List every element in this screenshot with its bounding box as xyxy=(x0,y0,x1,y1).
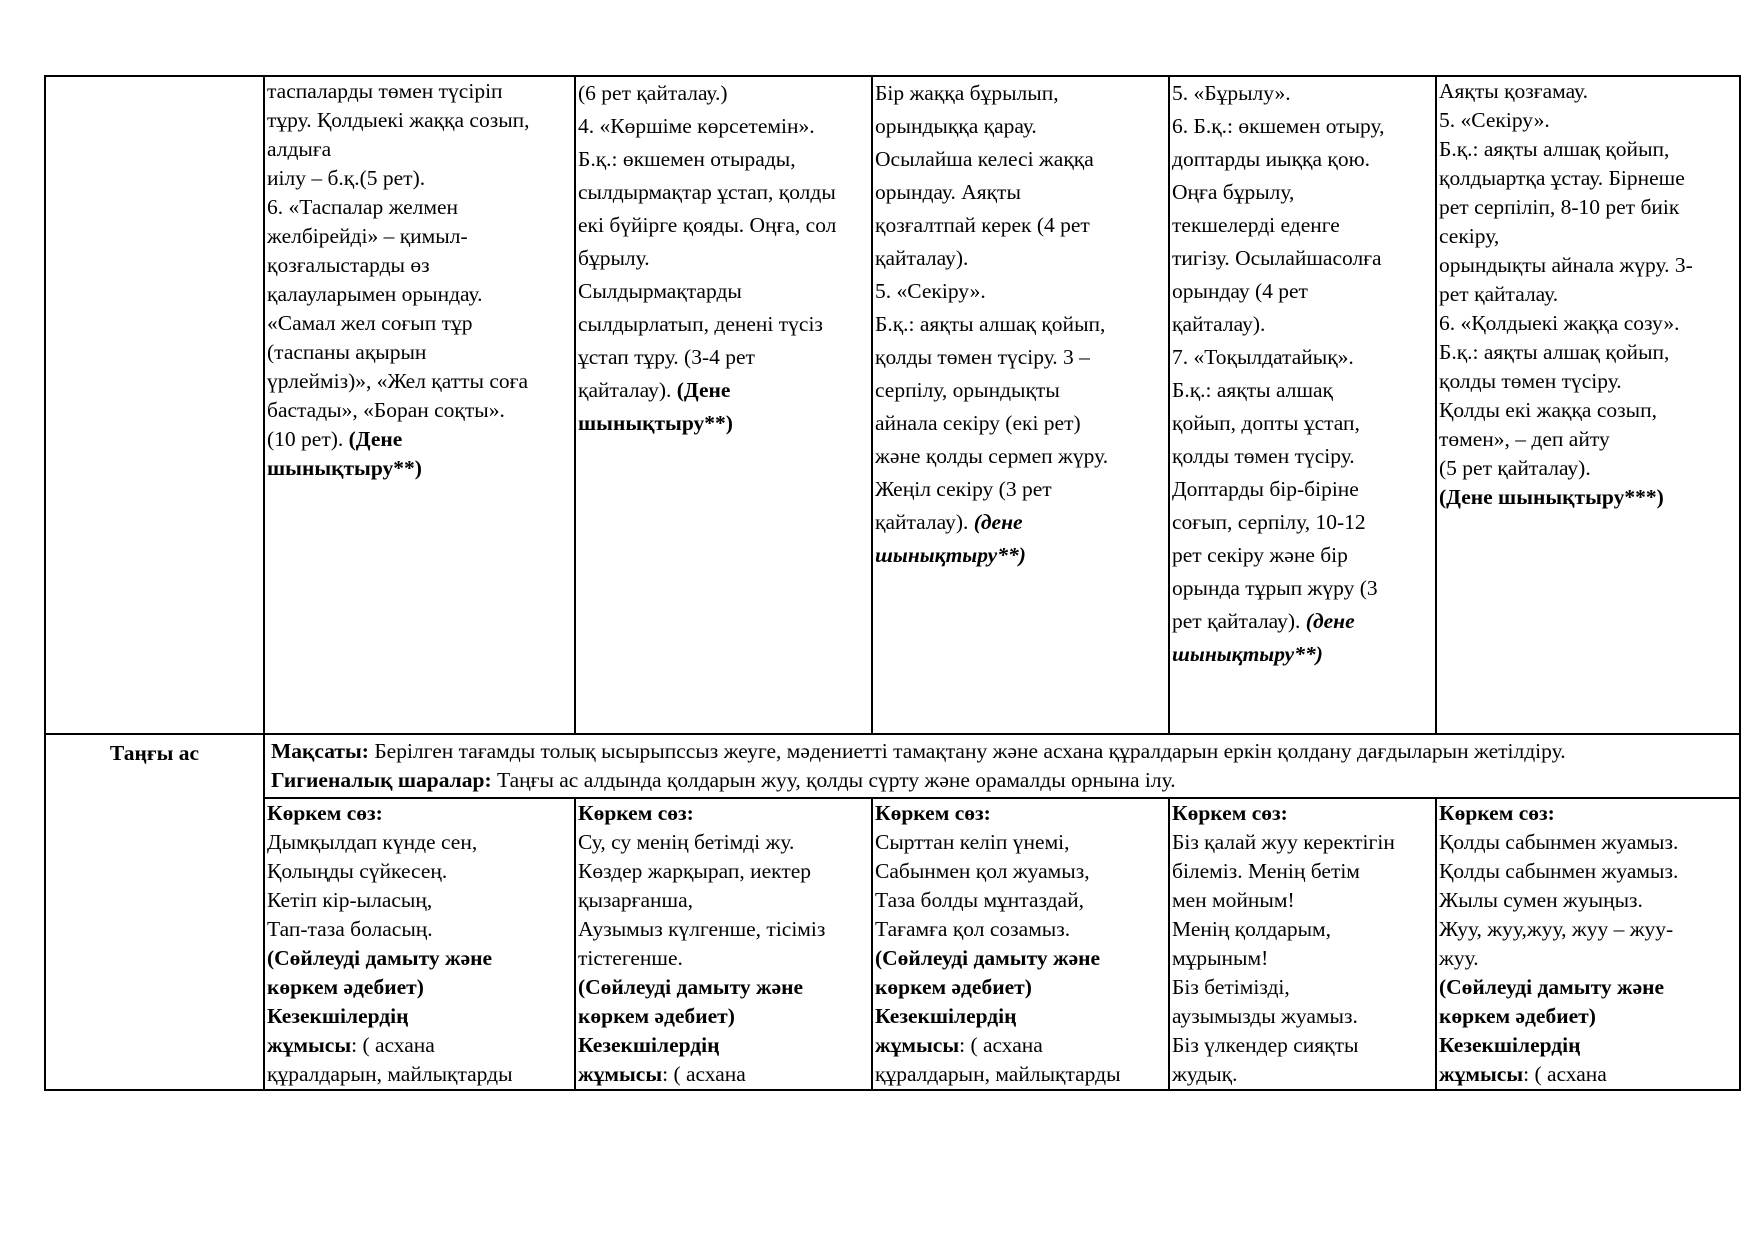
verse-text: Қолды сабынмен жуамыз. Қолды сабынмен жуамыз. Жылы сумен жуыңыз. Жуу, жуу,жуу, жуу – жуу- жуу. xyxy=(1439,830,1679,970)
subject-tag: (Сөйлеуді дамыту және көркем әдебиет) xyxy=(267,946,493,999)
breakfast-label-cell xyxy=(45,734,264,1090)
subject-tag: (Сөйлеуді дамыту және көркем әдебиет) xyxy=(578,975,804,1028)
empty-label-cell xyxy=(45,76,264,734)
exercise-text: таспаларды төмен түсіріп тұру. Қолдыекі жаққа созып, алдыға иілу – б.қ.(5 рет). 6. «Таспалар желмен желбірейді» – қимыл- қозғалыстарды өз қалауларымен орындау. «Самал жел соғып тұр (таспаны ақырын үрлейміз)», «Жел қатты соға бастады», «Боран соқты». (10 рет). xyxy=(267,79,530,451)
hygiene-label: Гигиеналық шаралар: xyxy=(271,768,492,792)
hygiene-text: Таңғы ас алдында қолдарын жуу, қолды сүрту және орамалды орнына ілу. xyxy=(491,768,1176,792)
exercise-text: Аяқты қозғамау. 5. «Секіру». Б.қ.: аяқты алшақ қойып, қолдыартқа ұстау. Бірнеше рет серпіліп, 8-10 рет биік секіру, орындықты айнала жүру. 3- рет қайталау. 6. «Қолдыекі жаққа созу». Б.қ.: аяқты алшақ қойып, қолды төмен түсіру. Қолды екі жаққа созып, төмен», – деп айту (5 рет қайталау). xyxy=(1439,79,1693,480)
verse-cell-3 xyxy=(872,798,1169,1090)
breakfast-goal-cell xyxy=(264,734,1740,798)
duty-text: : ( асхана құралдарын, майлықтарды xyxy=(875,1033,1121,1086)
verse-text: Сырттан келіп үнемі, Сабынмен қол жуамыз, Таза болды мұнтаздай, Тағамға қол созамыз. xyxy=(875,830,1090,941)
schedule-table xyxy=(44,75,1741,1091)
duty-label: Кезекшілердің жұмысы xyxy=(875,1004,1017,1057)
verse-title: Көркем сөз: xyxy=(267,801,383,825)
duty-text: : ( асхана xyxy=(662,1062,746,1086)
verse-title: Көркем сөз: xyxy=(1439,801,1555,825)
duty-label: Кезекшілердің жұмысы xyxy=(267,1004,409,1057)
verse-text: Су, су менің бетімді жу. Көздер жарқырап, иектер қызарғанша, Аузымыз күлгенше, тісіміз тістегенше. xyxy=(578,830,826,970)
verse-row xyxy=(45,798,1740,1090)
breakfast-goal-row xyxy=(45,734,1740,798)
subject-tag: (Сөйлеуді дамыту және көркем әдебиет) xyxy=(875,946,1101,999)
goal-label: Мақсаты: xyxy=(271,739,369,763)
exercise-cell-4 xyxy=(1169,76,1436,734)
verse-text: Біз қалай жуу керектігін білеміз. Менің бетім мен мойным! Менің қолдарым, мұрыным! Біз бетімізді, аузымызды жуамыз. Біз үлкендер сияқты жудық. xyxy=(1172,830,1395,1086)
exercise-text: (6 рет қайталау.) 4. «Көршіме көрсетемін». Б.қ.: өкшемен отырады, сылдырмақтар ұстап, қолды екі бүйірге қояды. Оңға, сол бұрылу. Сылдырмақтарды сылдырлатып, денені түсіз ұстап тұру. (3-4 рет қайталау). xyxy=(578,81,837,402)
duty-label: Кезекшілердің жұмысы xyxy=(1439,1033,1581,1086)
exercise-text: Бір жаққа бұрылып, орындыққа қарау. Осылайша келесі жаққа орындау. Аяқты қозғалтпай керек (4 рет қайталау). 5. «Секіру». Б.қ.: аяқты алшақ қойып, қолды төмен түсіру. 3 – серпілу, орындықты айнала секіру (екі рет) және қолды сермеп жүру. Жеңіл секіру (3 рет қайталау). xyxy=(875,81,1109,534)
exercise-cell-3 xyxy=(872,76,1169,734)
subject-tag: (дене шынықтыру**) xyxy=(875,510,1026,567)
subject-tag: (Дене шынықтыру**) xyxy=(578,378,733,435)
exercise-cell-5 xyxy=(1436,76,1740,734)
verse-cell-4 xyxy=(1169,798,1436,1090)
verse-cell-2 xyxy=(575,798,872,1090)
subject-tag: (дене шынықтыру**) xyxy=(1172,609,1355,666)
exercise-cell-1 xyxy=(264,76,575,734)
exercise-text: 5. «Бұрылу». 6. Б.қ.: өкшемен отыру, доптарды иыққа қою. Оңға бұрылу, текшелерді еденге тигізу. Осылайшасолға орындау (4 рет қайталау). 7. «Тоқылдатайық». Б.қ.: аяқты алшақ қойып, допты ұстап, қолды төмен түсіру. Доптарды бір-біріне соғып, серпілу, 10-12 рет секіру және бір орында тұрып жүру (3 рет қайталау). xyxy=(1172,81,1385,633)
subject-tag: (Дене шынықтыру**) xyxy=(267,427,422,480)
verse-title: Көркем сөз: xyxy=(1172,801,1288,825)
verse-text: Дымқылдап күнде сен, Қолыңды сүйкесең. Кетіп кір-ыласың, Тап-таза боласың. xyxy=(267,830,478,941)
verse-cell-1 xyxy=(264,798,575,1090)
duty-text: : ( асхана xyxy=(1523,1062,1607,1086)
duty-text: : ( асхана құралдарын, майлықтарды xyxy=(267,1033,513,1086)
verse-title: Көркем сөз: xyxy=(875,801,991,825)
goal-text: Берілген тағамды толық ысырыпссыз жеуге, мәдениетті тамақтану және асхана құралдарын еркін қолдану дағдыларын жетілдіру. xyxy=(368,739,1566,763)
subject-tag: (Сөйлеуді дамыту және көркем әдебиет) xyxy=(1439,975,1665,1028)
subject-tag: (Дене шынықтыру***) xyxy=(1439,485,1664,509)
verse-cell-5 xyxy=(1436,798,1740,1090)
exercise-row xyxy=(45,76,1740,734)
verse-title: Көркем сөз: xyxy=(578,801,694,825)
row-label: Таңғы ас xyxy=(109,741,200,765)
document-page xyxy=(44,75,1739,1091)
exercise-cell-2 xyxy=(575,76,872,734)
duty-label: Кезекшілердің жұмысы xyxy=(578,1033,720,1086)
